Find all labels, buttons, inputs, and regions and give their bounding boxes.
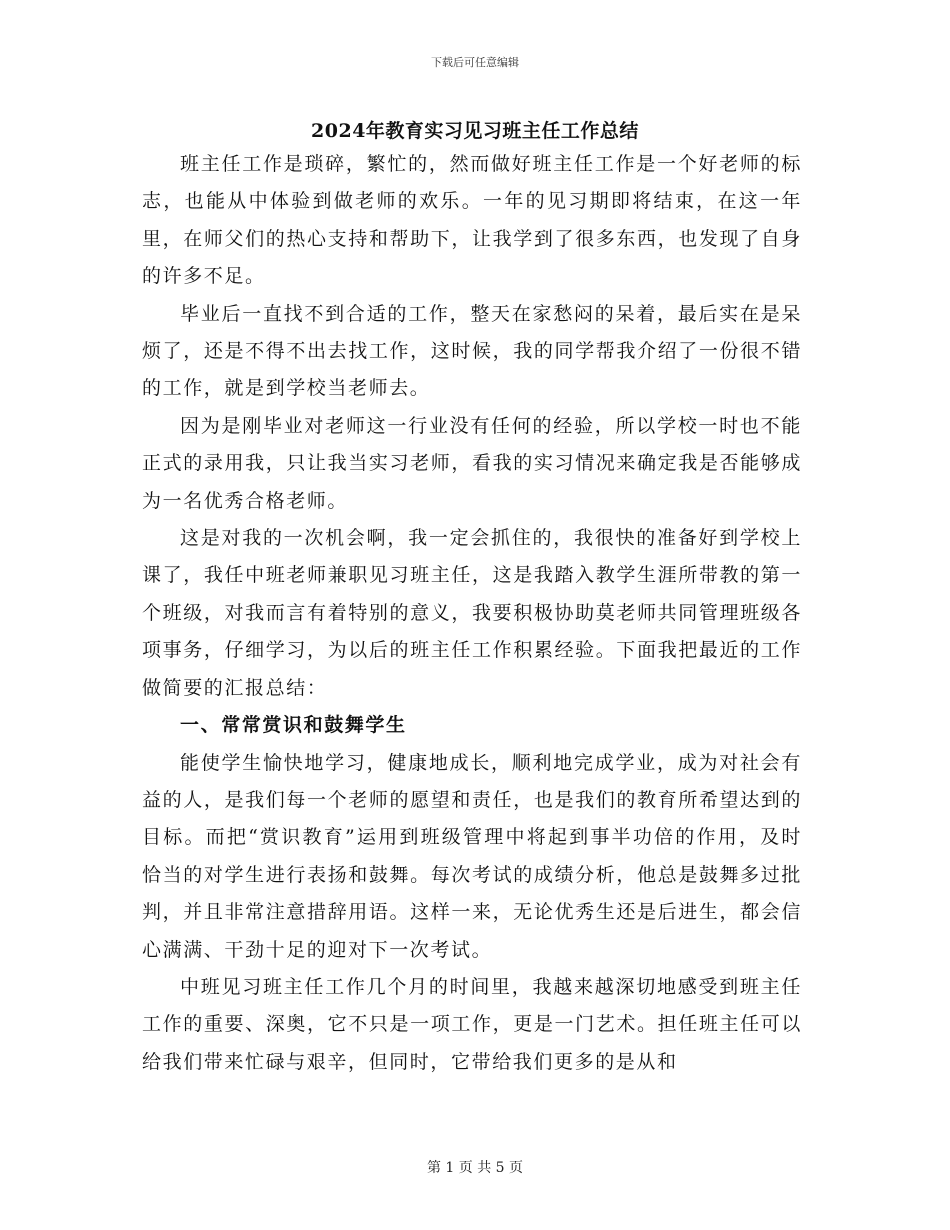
document-body [142,146,802,1081]
paragraph-intern-status: 因为是刚毕业对老师这一行业没有任何的经验，所以学校一时也不能正式的录用我，只让我当实习老师，看我的实习情况来确定我是否能够成为一名优秀合格老师。 [142,414,802,512]
section-heading-1: 一、常常赏识和鼓舞学生 [180,714,407,737]
paragraph-appreciation: 能使学生愉快地学习，健康地成长，顺利地完成学业，成为对社会有益的人，是我们每一个老师的愿望和责任，也是我们的教育所希望达到的目标。而把“赏识教育”运用到班级管理中将起到事半功倍的作用，及时恰当的对学生进行表扬和鼓舞。每次考试的成绩分析，他总是鼓舞多过批判，并且非常注意措辞用语。这样一来，无论优秀生还是后进生，都会信心满满、干劲十足的迎对下一次考试。 [142,751,802,961]
paragraph-job-search: 毕业后一直找不到合适的工作，整天在家愁闷的呆着，最后实在是呆烦了，还是不得不出去找工作，这时候，我的同学帮我介绍了一份很不错的工作，就是到学校当老师去。 [142,302,802,400]
paragraph-reflection: 中班见习班主任工作几个月的时间里，我越来越深切地感受到班主任工作的重要、深奥，它不只是一项工作，更是一门艺术。担任班主任可以给我们带来忙碌与艰辛，但同时，它带给我们更多的是从和 [142,975,802,1073]
header-note: 下载后可任意编辑 [431,56,519,69]
paragraph-opportunity: 这是对我的一次机会啊，我一定会抓住的，我很快的准备好到学校上课了，我任中班老师兼职见习班主任，这是我踏入教学生涯所带教的第一个班级，对我而言有着特别的意义，我要积极协助莫老师共同管理班级各项事务，仔细学习，为以后的班主任工作积累经验。下面我把最近的工作做简要的汇报总结： [142,527,802,699]
document-title: 2024年教育实习见习班主任工作总结 [311,120,639,142]
paragraph-intro: 班主任工作是琐碎，繁忙的，然而做好班主任工作是一个好老师的标志，也能从中体验到做老师的欢乐。一年的见习期即将结束，在这一年里，在师父们的热心支持和帮助下，让我学到了很多东西，也发现了自身的许多不足。 [142,153,802,288]
page-footer: 第 1 页 共 5 页 [426,1160,524,1176]
